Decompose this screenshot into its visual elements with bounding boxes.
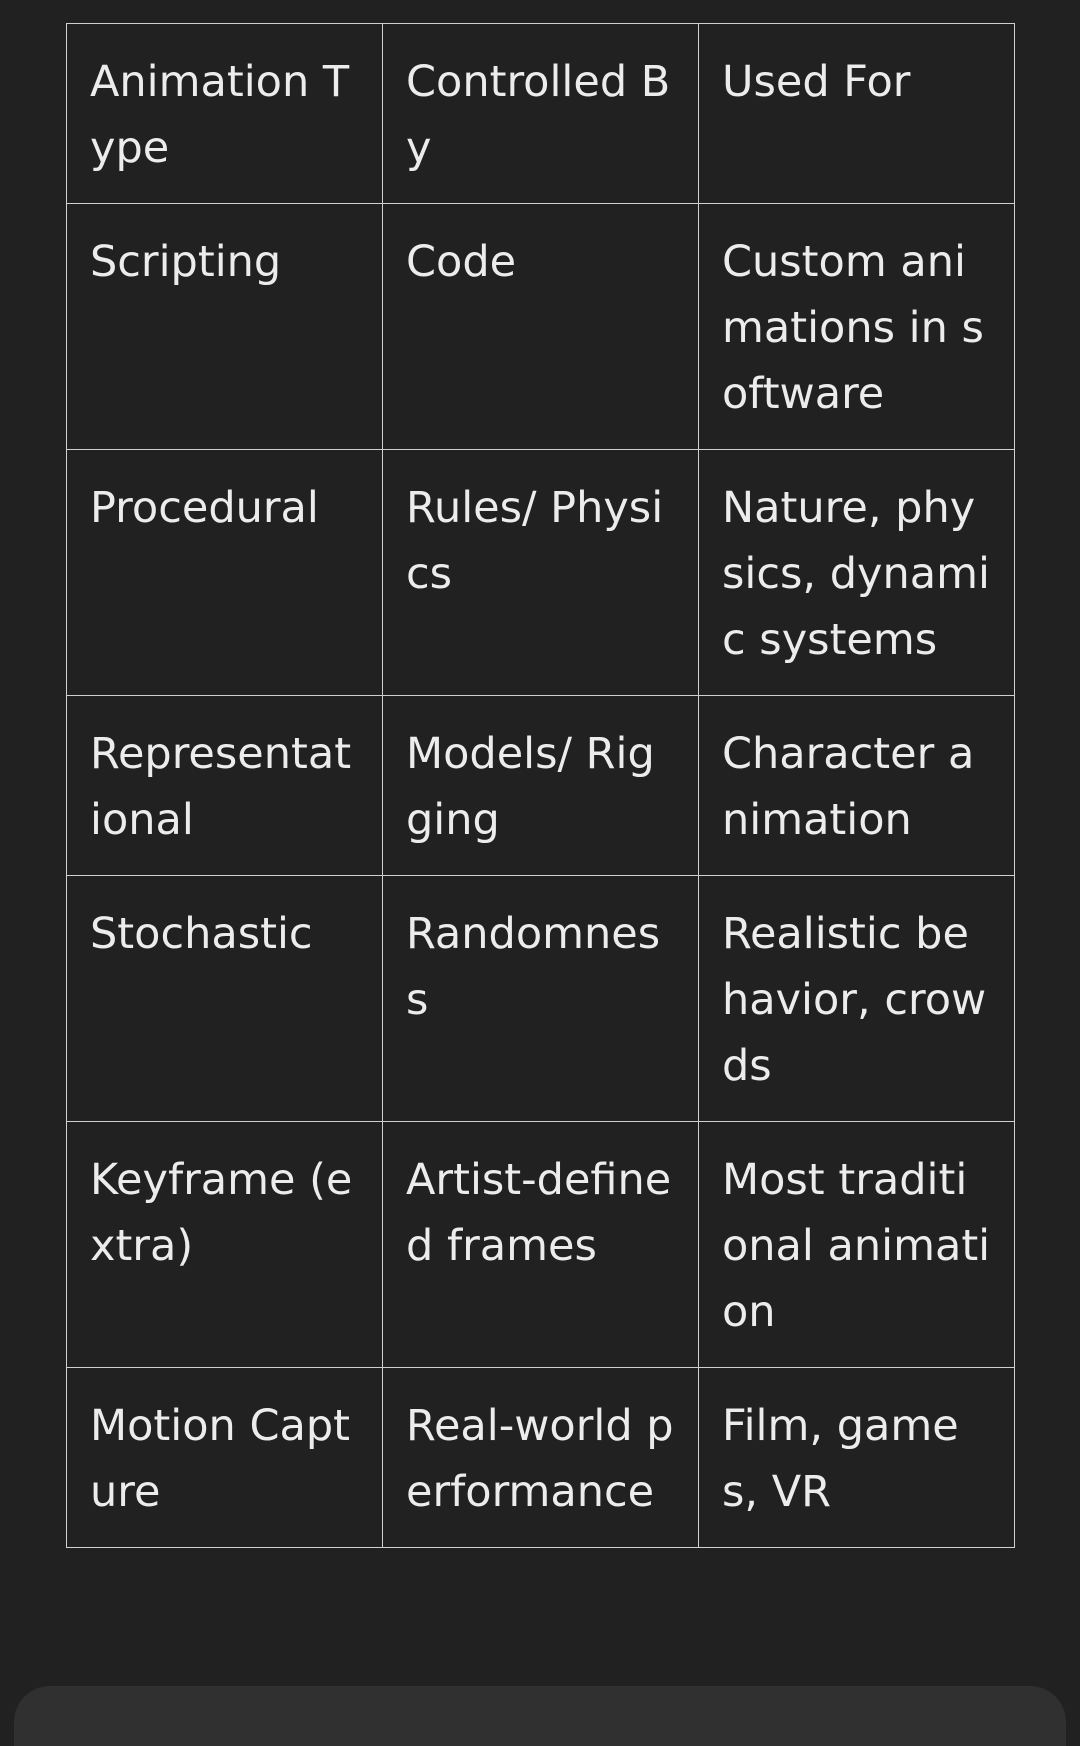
animation-types-table-container xyxy=(66,23,1014,1548)
table-row xyxy=(67,1368,1015,1548)
table-cell: Nature, physics, dynamic systems xyxy=(699,450,1015,696)
table-cell: Film, games, VR xyxy=(699,1368,1015,1548)
table-cell: Representational xyxy=(67,696,383,876)
header-animation-type: Animation Type xyxy=(67,24,383,204)
animation-types-table xyxy=(66,23,1015,1548)
table-header-row xyxy=(67,24,1015,204)
table-cell: Most traditional animation xyxy=(699,1122,1015,1368)
table-cell: Realistic behavior, crowds xyxy=(699,876,1015,1122)
table-cell: Artist-defined frames xyxy=(383,1122,699,1368)
table-row xyxy=(67,1122,1015,1368)
table-cell: Rules/ Physics xyxy=(383,450,699,696)
table-cell: Code xyxy=(383,204,699,450)
table-row xyxy=(67,876,1015,1122)
table-header xyxy=(67,24,1015,204)
table-cell: Randomness xyxy=(383,876,699,1122)
table-body xyxy=(67,204,1015,1548)
table-cell: Keyframe (extra) xyxy=(67,1122,383,1368)
table-row xyxy=(67,450,1015,696)
table-cell: Stochastic xyxy=(67,876,383,1122)
table-row xyxy=(67,696,1015,876)
table-cell: Scripting xyxy=(67,204,383,450)
table-cell: Models/ Rigging xyxy=(383,696,699,876)
table-cell: Custom animations in software xyxy=(699,204,1015,450)
table-cell: Character animation xyxy=(699,696,1015,876)
table-row xyxy=(67,204,1015,450)
table-cell: Motion Capture xyxy=(67,1368,383,1548)
header-controlled-by: Controlled By xyxy=(383,24,699,204)
table-cell: Procedural xyxy=(67,450,383,696)
table-cell: Real-world performance xyxy=(383,1368,699,1548)
header-used-for: Used For xyxy=(699,24,1015,204)
composer-bar-edge[interactable] xyxy=(14,1686,1066,1746)
